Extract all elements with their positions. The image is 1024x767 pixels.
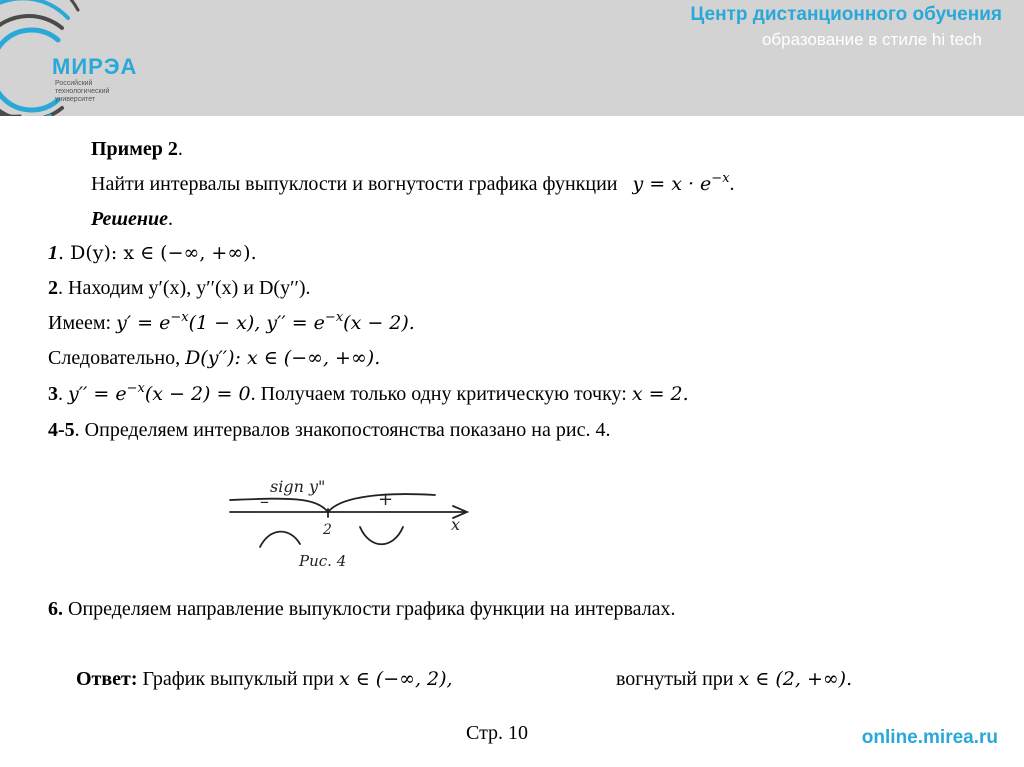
first-derivative-rest: (1 − x), y′′ = e [188, 312, 325, 334]
solution-heading [91, 207, 173, 231]
step-2-number: 2 [48, 277, 58, 299]
critical-point-label: 2 [323, 522, 332, 538]
header-divider [0, 116, 1024, 121]
task-formula-base: y = x · e [632, 173, 712, 195]
step-3-equation-rest: (x − 2) = 0 [144, 383, 251, 405]
step-3-number: 3 [48, 383, 58, 405]
logo-subtitle: Российский технологический университет [55, 80, 110, 103]
center-subtitle: образование в стиле hi tech [761, 30, 982, 49]
task-formula [632, 173, 729, 195]
minus-sign: – [260, 491, 269, 512]
answer-text-concave: вогнутый при [616, 668, 739, 690]
therefore-line [48, 346, 380, 370]
step-3 [48, 382, 689, 406]
site-url-link[interactable]: online.mirea.ru [861, 727, 998, 748]
step-3-equation [68, 383, 251, 405]
domain-formula: D(y′′): x ∈ (−∞, +∞). [185, 347, 381, 369]
sign-label: sign y" [270, 477, 326, 496]
plus-sign: + [378, 489, 394, 510]
step-6-text: Определяем направление выпуклости графика функции на интервалах. [63, 598, 676, 620]
step-4-5 [48, 418, 610, 442]
page-number: Стр. 10 [466, 722, 529, 744]
sign-diagram-figure [225, 462, 485, 582]
step-6-number: 6. [48, 598, 63, 620]
answer-convex-interval: x ∈ (−∞, 2), [338, 668, 453, 690]
solution-dot: . [168, 208, 174, 230]
concave-up-arc [360, 527, 403, 544]
logo [0, 0, 200, 116]
have-label: Имеем: [48, 312, 117, 334]
task-end: . [729, 173, 735, 195]
step-6 [48, 597, 676, 621]
step-3-equation-exponent: −x [126, 381, 145, 396]
second-derivative-rest: (x − 2). [343, 312, 415, 334]
answer-concave-interval: x ∈ (2, +∞). [738, 668, 853, 690]
second-derivative-exponent: −x [324, 310, 344, 325]
step-2-text: . Находим y′(x), y′′(x) и D(y′′). [58, 277, 311, 299]
solution-label: Решение [91, 208, 169, 230]
example-label: Пример 2 [91, 138, 178, 160]
critical-point: x = 2. [631, 383, 689, 405]
answer-line [76, 667, 453, 691]
sign-diagram-svg [225, 462, 485, 582]
step-3-dot: . [58, 383, 68, 405]
header-banner [0, 0, 1024, 116]
therefore-label: Следовательно, [48, 347, 186, 369]
center-title: Центр дистанционного обучения [690, 4, 1002, 25]
answer-line-concave [616, 667, 852, 691]
derivatives-line [48, 311, 415, 335]
convex-down-arc [260, 532, 300, 547]
step-3-equation-base: y′′ = e [68, 383, 127, 405]
first-derivative-exponent: −x [170, 310, 189, 325]
task-line [91, 172, 735, 196]
step-4-5-text: . Определяем интервалов знакопостоянства показано на рис. 4. [74, 419, 611, 441]
answer-text-convex: График выпуклый при [137, 668, 339, 690]
derivatives-formula [116, 312, 415, 334]
step-2 [48, 276, 311, 300]
step-4-5-number: 4-5 [48, 419, 75, 441]
step-3-text: . Получаем только одну критическую точку: [250, 383, 632, 405]
step-1-number: 1 [48, 242, 58, 264]
figure-caption: Рис. 4 [299, 552, 347, 570]
x-axis-label: x [451, 515, 461, 534]
step-1 [48, 241, 257, 265]
task-formula-exponent: −x [711, 171, 730, 186]
example-heading [91, 137, 183, 161]
example-dot: . [177, 138, 183, 160]
logo-name: МИРЭА [52, 54, 138, 79]
task-text: Найти интервалы выпуклости и вогнутости графика функции [91, 173, 618, 195]
step-1-text: . D(y): x ∈ (−∞, +∞). [58, 242, 257, 264]
first-derivative-base: y′ = e [116, 312, 171, 334]
answer-label: Ответ: [76, 668, 138, 690]
